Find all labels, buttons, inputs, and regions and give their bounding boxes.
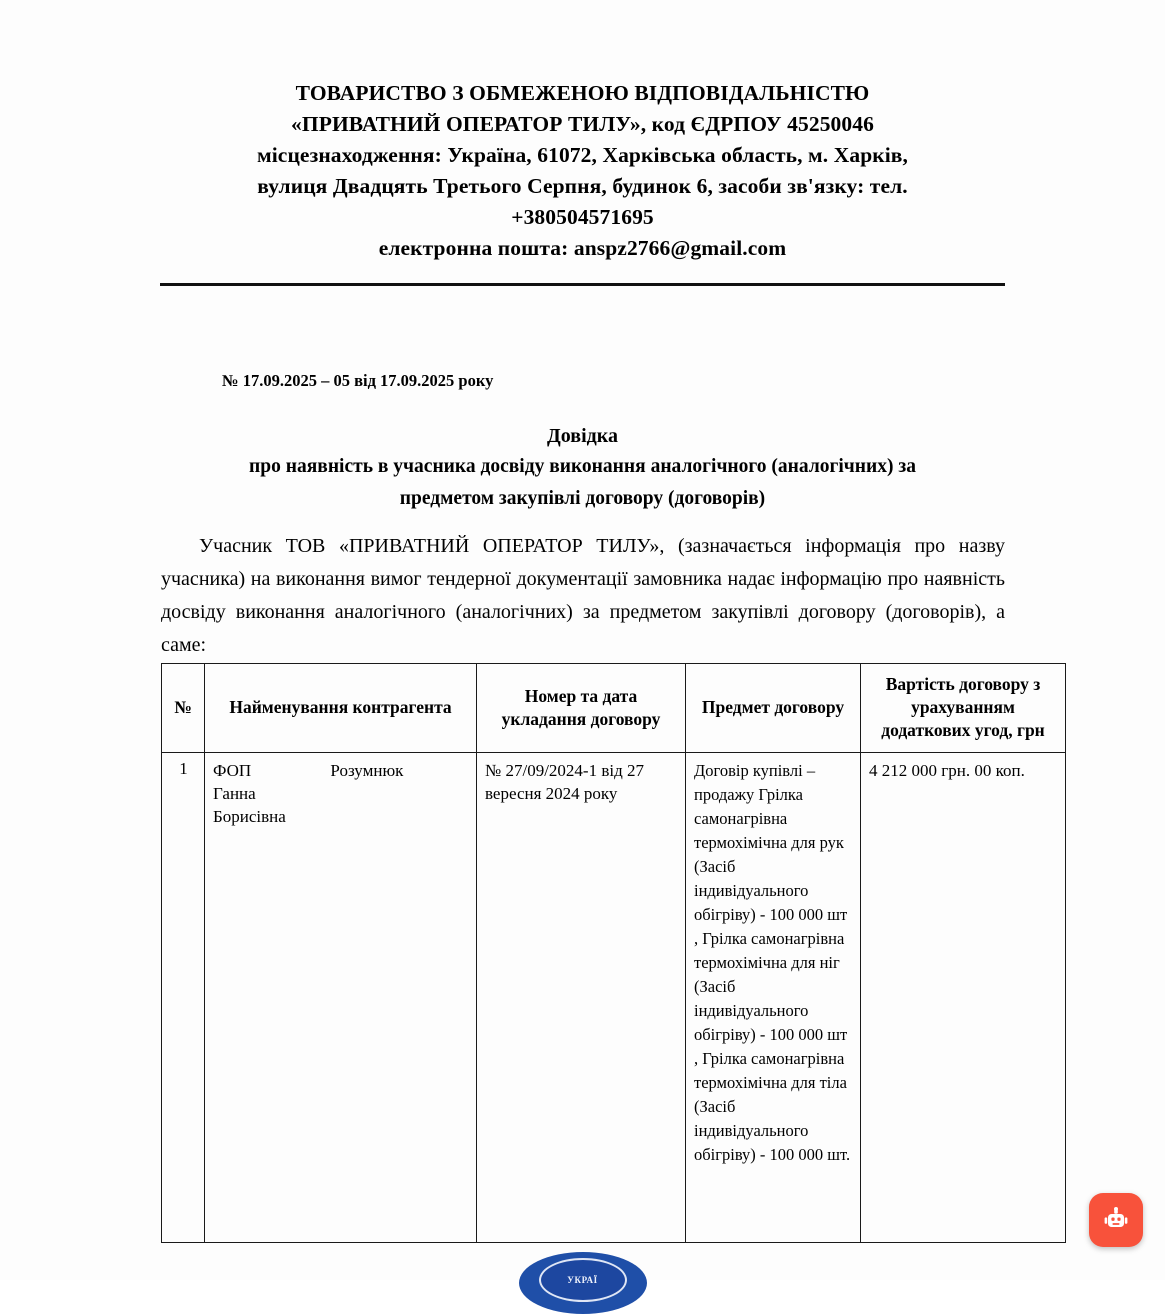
robot-assistant-button[interactable] <box>1089 1193 1143 1247</box>
cell-price: 4 212 000 грн. 00 коп. <box>861 753 1066 1243</box>
cell-row-number: 1 <box>162 753 205 1243</box>
robot-icon <box>1101 1205 1131 1235</box>
table-header-contract: Номер та дата укладання договору <box>477 664 686 753</box>
letterhead-line-4: вулиця Двадцять Третього Серпня, будинок 6, засоби зв'язку: тел. <box>257 174 908 198</box>
counterparty-line-1 <box>213 759 469 805</box>
table-header-row <box>162 664 1066 753</box>
cell-counterparty <box>205 753 477 1243</box>
letterhead-divider <box>160 283 1005 286</box>
letterhead-line-1: ТОВАРИСТВО З ОБМЕЖЕНОЮ ВІДПОВІДАЛЬНІСТЮ <box>295 81 870 105</box>
counterparty-token-1: ФОП <box>213 761 252 780</box>
seal-stamp-label: УКРАЇ <box>539 1258 627 1302</box>
counterparty-line-2: Борисівна <box>213 807 286 826</box>
page-subtitle-line-2: предметом закупівлі договору (договорів) <box>399 488 766 509</box>
letterhead-line-2: «ПРИВАТНИЙ ОПЕРАТОР ТИЛУ», код ЄДРПОУ 45250046 <box>291 112 874 136</box>
table-header-price: Вартість договору з урахуванням додаткових угод, грн <box>861 664 1066 753</box>
intro-paragraph: Учасник ТОВ «ПРИВАТНИЙ ОПЕРАТОР ТИЛУ», (зазначається інформація про назву учасника) на виконання вимог тендерної документації замовника надає інформацію про наявність досвіду виконання аналогічного (аналогічних) за предметом закупівлі договору (договорів), а саме: <box>161 535 1005 656</box>
title-block <box>160 422 1005 514</box>
table-header-num: № <box>162 664 205 753</box>
cell-contract: № 27/09/2024-1 від 27 вересня 2024 року <box>477 753 686 1243</box>
table-row <box>162 753 1066 1243</box>
letterhead <box>160 78 1005 264</box>
letterhead-line-6: електронна пошта: anspz2766@gmail.com <box>378 236 787 260</box>
counterparty-token-3: Ганна <box>213 784 256 803</box>
experience-table <box>161 663 1066 1243</box>
letterhead-line-3: місцезнаходження: Україна, 61072, Харківська область, м. Харків, <box>256 143 908 167</box>
letterhead-line-5: +380504571695 <box>511 205 654 229</box>
page-subtitle-line-1: про наявність в учасника досвіду виконання аналогічного (аналогічних) за <box>249 456 916 477</box>
page-title: Довідка <box>547 425 618 447</box>
table-header-subject: Предмет договору <box>686 664 861 753</box>
counterparty-token-2: Розумнюк <box>330 761 404 780</box>
seal-stamp <box>519 1252 647 1314</box>
cell-subject: Договір купівлі – продажу Грілка самонагрівна термохімічна для рук (Засіб індивідуального обігріву) - 100 000 шт , Грілка самонагрівна термохімічна для ніг (Засіб індивідуального обігріву) - 100 000 шт , Грілка самонагрівна термохімічна для тіла (Засіб індивідуального обігріву) - 100 000 шт. <box>686 753 861 1243</box>
table-header-counterparty: Найменування контрагента <box>205 664 477 753</box>
document-number: № 17.09.2025 – 05 від 17.09.2025 року <box>222 371 494 390</box>
